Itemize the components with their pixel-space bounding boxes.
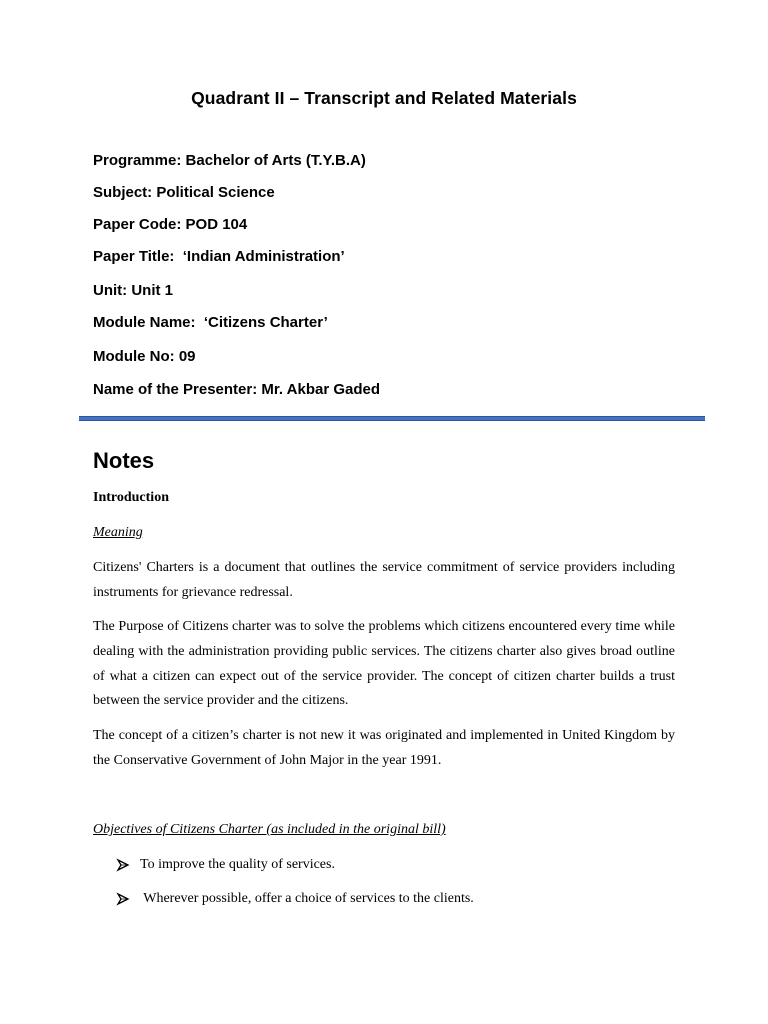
unit-line: Unit: Unit 1 [93,282,173,299]
section-divider [79,416,705,421]
arrowhead-bullet-icon [116,858,130,872]
programme-line: Programme: Bachelor of Arts (T.Y.B.A) [93,152,366,169]
paragraph-purpose: The Purpose of Citizens charter was to solve the problems which citizens encountered every time while dealing with the administration providing public services. The citizens charter also gives broad outline of what a citizen can expect out of the service provider. The concept of citizen charter builds a trust between the service provider and the citizens. [93,619,675,709]
meaning-subheading: Meaning [93,525,143,540]
list-item-text: To improve the quality of services. [140,857,335,872]
list-item [116,891,474,907]
module-name-line: Module Name: ‘Citizens Charter’ [93,314,328,331]
module-no-line: Module No: 09 [93,348,196,365]
paragraph-definition: Citizens' Charters is a document that outlines the service commitment of service providers including instruments for grievance redressal. [93,560,675,600]
list-item-text: Wherever possible, offer a choice of services to the clients. [140,891,474,906]
introduction-heading: Introduction [93,490,169,505]
objectives-subheading: Objectives of Citizens Charter (as included in the original bill) [93,822,446,837]
notes-heading: Notes [93,448,155,473]
presenter-line: Name of the Presenter: Mr. Akbar Gaded [93,381,381,398]
arrowhead-bullet-icon [116,892,130,906]
subject-line: Subject: Political Science [93,184,275,201]
page-title: Quadrant II – Transcript and Related Materials [191,88,577,108]
paragraph-origin: The concept of a citizen’s charter is not new it was originated and implemented in United Kingdom by the Conservative Government of John Major in the year 1991. [93,728,675,768]
paper-code-line: Paper Code: POD 104 [93,216,248,233]
paper-title-line: Paper Title: ‘Indian Administration’ [93,248,345,265]
list-item [116,857,335,873]
